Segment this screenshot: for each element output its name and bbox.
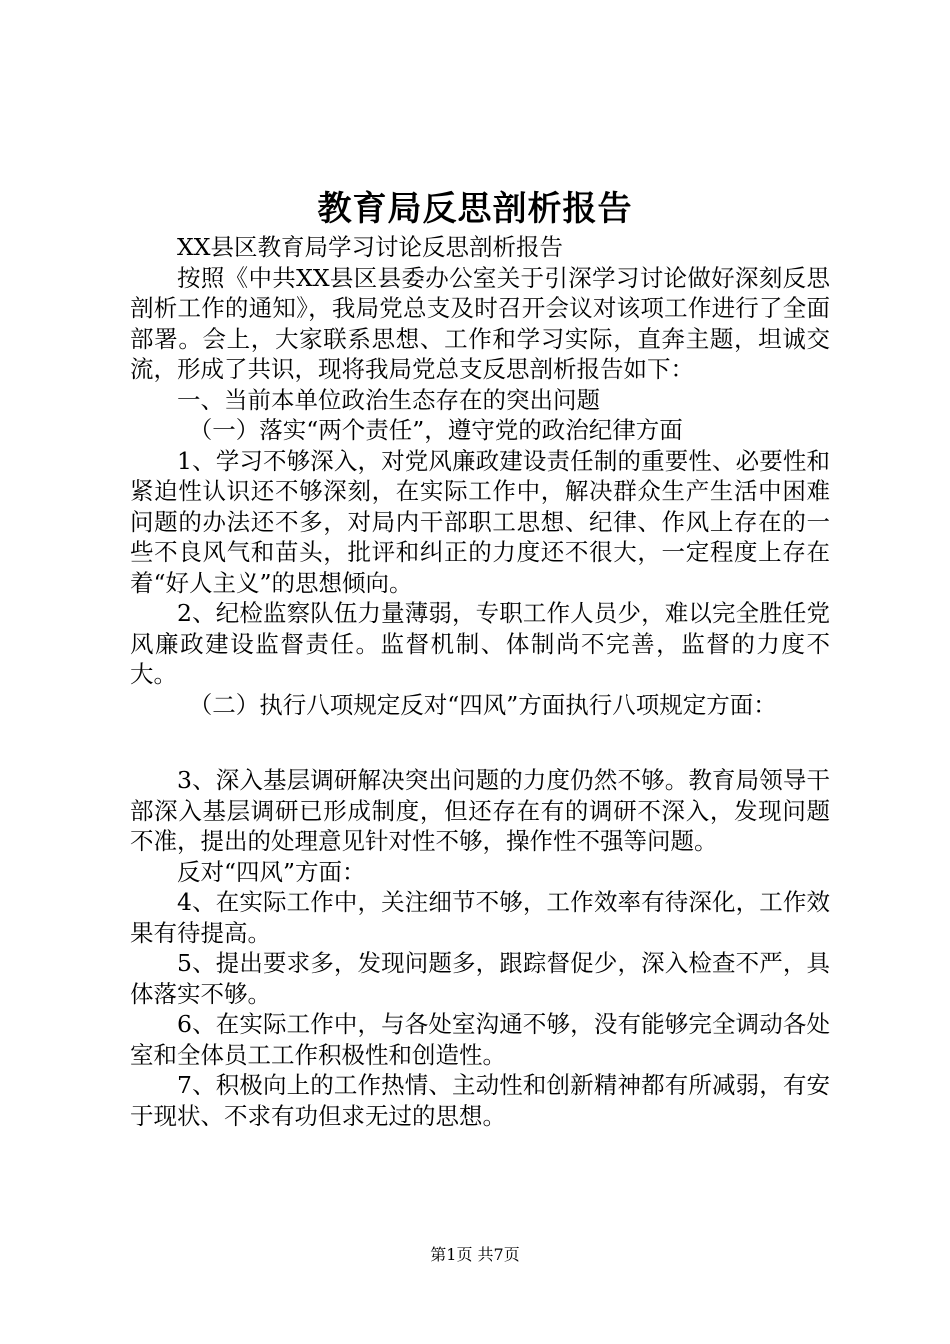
report-subtitle: XX县区教育局学习讨论反思剖析报告 [177, 233, 563, 261]
document-title: 教育局反思剖析报告 [317, 189, 633, 229]
blank-line [130, 720, 830, 765]
document-body [130, 232, 830, 1131]
item-paragraph-2: 2、纪检监察队伍力量薄弱，专职工作人员少，难以完全胜任党风廉政建设监督责任。监督机制、体制尚不完善，监督的力度不大。 [130, 599, 830, 688]
subsection-heading-2: （二）执行八项规定反对“四风”方面执行八项规定方面： [188, 690, 777, 719]
page-number-footer: 第1页 共7页 [430, 1245, 520, 1264]
section-heading-1: 一、当前本单位政治生态存在的突出问题 [177, 385, 600, 414]
item-paragraph-4: 4、在实际工作中，关注细节不够，工作效率有待深化，工作效果有待提高。 [130, 888, 830, 947]
four-winds-heading: 反对“四风”方面： [177, 857, 366, 886]
item-paragraph-1: 1、学习不够深入，对党风廉政建设责任制的重要性、必要性和紧迫性认识还不够深刻，在实际工作中，解决群众生产生活中困难问题的办法还不多，对局内干部职工思想、纪律、作风上存在的一些不良风气和苗头，批评和纠正的力度还不很大，一定程度上存在着“好人主义”的思想倾向。 [130, 446, 830, 597]
intro-paragraph: 按照《中共XX县区县委办公室关于引深学习讨论做好深刻反思剖析工作的通知》，我局党总支及时召开会议对该项工作进行了全面部署。会上，大家联系思想、工作和学习实际，直奔主题，坦诚交流，形成了共识，现将我局党总支反思剖析报告如下： [130, 263, 830, 383]
item-paragraph-5: 5、提出要求多，发现问题多，跟踪督促少，深入检查不严，具体落实不够。 [130, 949, 830, 1008]
item-paragraph-6: 6、在实际工作中，与各处室沟通不够，没有能够完全调动各处室和全体员工工作积极性和创造性。 [130, 1010, 830, 1069]
item-paragraph-3: 3、深入基层调研解决突出问题的力度仍然不够。教育局领导干部深入基层调研已形成制度，但还存在有的调研不深入，发现问题不准，提出的处理意见针对性不够，操作性不强等问题。 [130, 766, 830, 855]
subsection-heading-1: （一）落实“两个责任”，遵守党的政治纪律方面 [188, 416, 683, 444]
item-paragraph-7: 7、积极向上的工作热情、主动性和创新精神都有所减弱，有安于现状、不求有功但求无过的思想。 [130, 1071, 830, 1130]
